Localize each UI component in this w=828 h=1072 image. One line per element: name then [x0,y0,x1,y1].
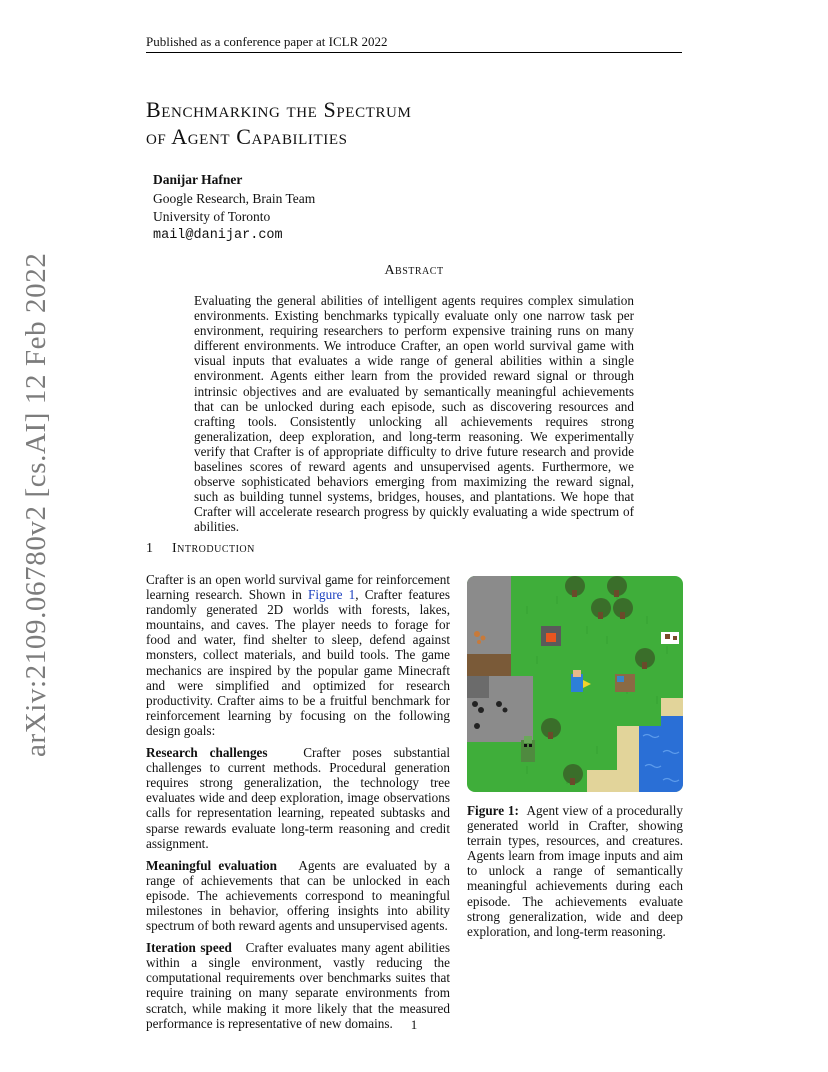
title-line-1: Benchmarking the Spectrum [146,97,412,122]
page-number: 1 [410,1017,418,1032]
section-heading [146,541,255,557]
goal-title: Iteration speed [146,940,232,956]
section-title: Introduction [172,541,255,556]
goal-text: Crafter poses substantial challenges to current methods. Procedural generation requires strong generalization, the technology tree evaluates wide and deep exploration, image observations calls for representation learning, repeated subtasks and sparse rewards evaluate long-term reasoning and credit assignment. [146,745,451,851]
venue-header: Published as a conference paper at ICLR 2022 [146,34,388,49]
header-rule [146,52,682,53]
stone-terrain [489,620,511,654]
goal-title: Research challenges [146,745,268,761]
abstract-heading: Abstract [384,263,444,278]
abstract-body: Evaluating the general abilities of intelligent agents requires complex simulation environments. Existing benchmarks typically evaluate only one narrow task per environment, requiring researchers to perform expensive training runs on many different environments. We introduce Crafter, an open world survival game with visual inputs that evaluates a wide range of general abilities within a single environment. Agents either learn from the provided reward signal or through intrinsic objectives and are evaluated by semantically meaningful achievements that can be unlocked during each episode, such as discovering resources and crafting tools. Consistently unlocking all achievements requires strong generalization, deep exploration, and long-term reasoning. We experimentally verify that Crafter is of appropriate difficulty to drive future research and provide baselines scores of reward agents and unsupervised agents. Furthermore, we observe sophisticated behaviors emerging from maximizing the reward signal, such as building tunnel systems, bridges, houses, and plantations. We hope that Crafter will accelerate research progress by quickly evaluating a wide spectrum of abilities. [194,293,634,535]
water-terrain [661,716,683,726]
stone-terrain [489,576,511,620]
title-line-2: of Agent Capabilities [146,124,348,149]
goal-text: Agents are evaluated by a range of achievements that can be unlocked in each episode. The achievements correspond to meaningful milestones in behavior, offering insights into ability spectrum of both reward agents and unsupervised agents. [146,857,450,934]
section-number: 1 [146,541,154,556]
author-affiliation-1: Google Research, Brain Team [153,190,316,206]
cow-sprite [661,632,679,644]
path-tile [467,654,511,676]
crafter-world-figure [467,576,683,792]
figure-caption [467,803,683,939]
author-block [153,171,315,245]
intro-text-b: , Crafter features randomly generated 2D worlds with forests, lakes, mountains, and caves. The player needs to forage for food and water, find shelter to sleep, defend against monsters, collect materials, and build tools. The game mechanics are inspired by the popular game Minecraft and were simplified and optimized for research productivity. Crafter aims to be a fruitful benchmark for reinforcement learning by focusing on the following design goals: [146,587,450,738]
intro-text-a: Crafter is an open world survival game for reinforcement learning research. Shown in [146,572,450,603]
goal-paragraph [146,858,450,933]
author-name: Danijar Hafner [153,172,243,187]
figure-1-link[interactable]: Figure 1 [308,587,356,603]
tunnel-tile [467,676,489,698]
sand-terrain [587,770,617,792]
author-affiliation-2: University of Toronto [153,209,271,224]
arxiv-stamp: arXiv:2109.06780v2 [cs.AI] 12 Feb 2022 [20,252,52,757]
goal-text: Crafter evaluates many agent abilities within a single environment, vastly reducing the computational requirements over benchmarks suites that require training on many separate environments from scratch, while making it more likely that the measured performance is representative of new domains. [146,940,450,1031]
author-email[interactable]: mail@danijar.com [153,227,283,243]
paper-title [146,96,411,150]
intro-column [146,572,450,1038]
intro-paragraph [146,572,450,738]
furnace-fire [546,633,556,642]
crafter-world-image [467,576,683,792]
water-terrain [639,726,683,792]
goal-paragraph [146,745,450,851]
stone-terrain [489,676,533,742]
figure-label: Figure 1: [467,803,519,818]
stone-terrain [467,698,489,742]
figure-caption-text: Agent view of a procedurally generated world in Crafter, showing terrain types, resources, and creatures. Agents learn from image inputs and aim to unlock a range of semantically meaningful achievements during each episode. The achievements evaluate strong generalization, wide and deep exploration, and long-term reasoning. [467,803,684,939]
goal-title: Meaningful evaluation [146,857,277,873]
